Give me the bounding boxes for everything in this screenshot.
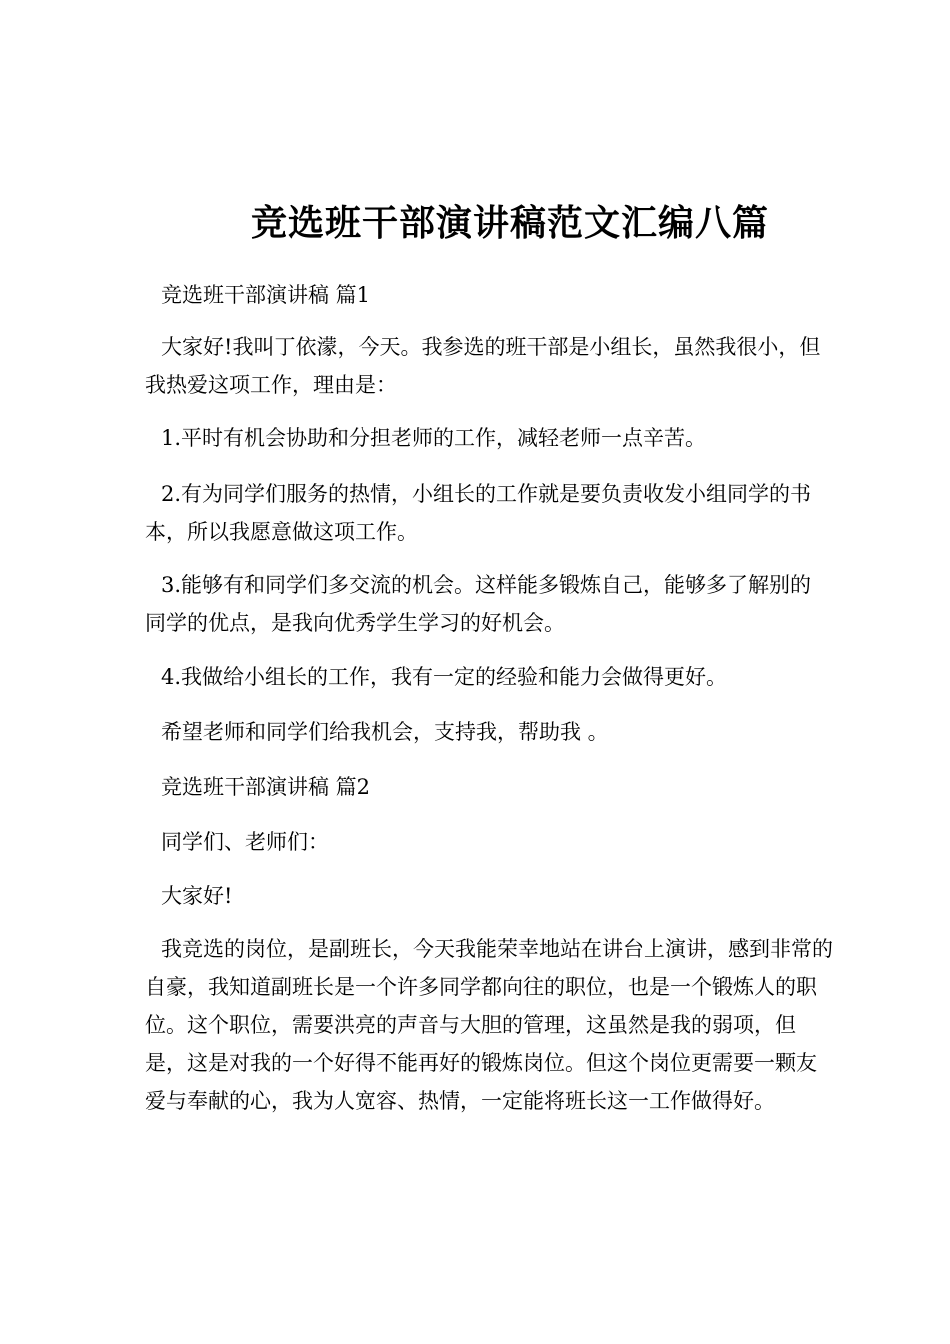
paragraph-reason-1: 1.平时有机会协助和分担老师的工作，减轻老师一点辛苦。 xyxy=(161,426,707,450)
document-title: 竞选班干部演讲稿范文汇编八篇 xyxy=(250,203,769,244)
section-heading-1: 竞选班干部演讲稿 篇1 xyxy=(161,283,371,307)
paragraph-reason-3: 3.能够有和同学们多交流的机会。这样能多锻炼自己，能够多了解别的同学的优点，是我向优秀学生学习的好机会。 xyxy=(145,573,812,635)
paragraph-reason-2: 2.有为同学们服务的热情，小组长的工作就是要负责收发小组同学的书本，所以我愿意做这项工作。 xyxy=(145,482,812,544)
section-heading-2: 竞选班干部演讲稿 篇2 xyxy=(161,775,371,799)
paragraph-greeting-1: 大家好!我叫丁依濛，今天。我参选的班干部是小组长，虽然我很小，但我热爱这项工作，理由是： xyxy=(145,335,821,397)
paragraph-salutation-2: 同学们、老师们： xyxy=(161,830,329,854)
paragraph-closing-1: 希望老师和同学们给我机会，支持我，帮助我 。 xyxy=(161,720,609,744)
paragraph-reason-4: 4.我做给小组长的工作，我有一定的经验和能力会做得更好。 xyxy=(161,665,728,689)
paragraph-greeting-2: 大家好! xyxy=(161,884,233,908)
paragraph-body-2: 我竞选的岗位，是副班长，今天我能荣幸地站在讲台上演讲，感到非常的自豪，我知道副班长是一个许多同学都向往的职位，也是一个锻炼人的职位。这个职位，需要洪亮的声音与大胆的管理，这虽然是我的弱项，但是，这是对我的一个好得不能再好的锻炼岗位。但这个岗位更需要一颗友爱与奉献的心，我为人宽容、热情，一定能将班长这一工作做得好。 xyxy=(145,937,833,1113)
